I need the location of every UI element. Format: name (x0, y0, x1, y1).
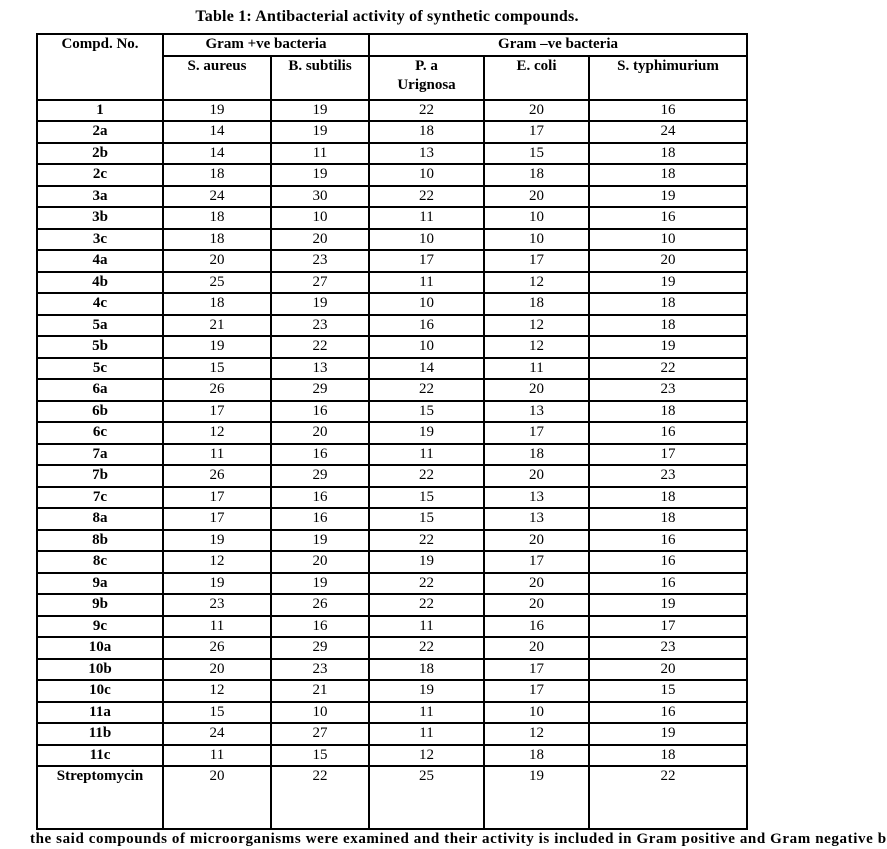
inhibition-value-cell: 21 (271, 680, 369, 702)
compound-id-cell: 4a (37, 250, 163, 272)
inhibition-value-cell: 11 (163, 444, 271, 466)
inhibition-value-cell: 16 (589, 100, 747, 122)
table-row (37, 100, 747, 122)
inhibition-value-cell: 18 (589, 143, 747, 165)
table-row (37, 508, 747, 530)
compound-id-cell: 6a (37, 379, 163, 401)
inhibition-value-cell: 20 (484, 186, 589, 208)
inhibition-value-cell: 22 (369, 379, 484, 401)
inhibition-value-cell: 17 (484, 250, 589, 272)
column-header-compound-no: Compd. No. (37, 34, 163, 100)
inhibition-value-cell: 20 (163, 250, 271, 272)
inhibition-value-cell: 12 (484, 272, 589, 294)
column-header-s-typhimurium: S. typhimurium (589, 56, 747, 100)
inhibition-value-cell: 19 (271, 530, 369, 552)
inhibition-value-cell: 13 (484, 487, 589, 509)
compound-id-cell: 10c (37, 680, 163, 702)
inhibition-value-cell: 11 (163, 745, 271, 767)
inhibition-value-cell: 18 (484, 745, 589, 767)
inhibition-value-cell: 18 (589, 401, 747, 423)
inhibition-value-cell: 19 (589, 723, 747, 745)
inhibition-value-cell: 12 (163, 551, 271, 573)
inhibition-value-cell: 19 (589, 272, 747, 294)
inhibition-value-cell: 10 (484, 229, 589, 251)
inhibition-value-cell: 23 (271, 250, 369, 272)
compound-id-cell: 6b (37, 401, 163, 423)
compound-id-cell: 4c (37, 293, 163, 315)
group-header-row (37, 34, 747, 56)
inhibition-value-cell: 16 (589, 551, 747, 573)
compound-id-cell: 3b (37, 207, 163, 229)
inhibition-value-cell: 23 (271, 659, 369, 681)
inhibition-value-cell: 12 (369, 745, 484, 767)
inhibition-value-cell: 10 (369, 293, 484, 315)
table-row (37, 465, 747, 487)
inhibition-value-cell: 18 (589, 315, 747, 337)
compound-id-cell: 10b (37, 659, 163, 681)
table-row (37, 422, 747, 444)
compound-id-cell: 5a (37, 315, 163, 337)
table-header (37, 34, 747, 100)
compound-id-cell: 6c (37, 422, 163, 444)
inhibition-value-cell: 17 (484, 551, 589, 573)
table-row (37, 358, 747, 380)
table-caption: Table 1: Antibacterial activity of synthetic compounds. (195, 8, 579, 25)
inhibition-value-cell: 11 (369, 702, 484, 724)
compound-id-cell: 8b (37, 530, 163, 552)
table-row (37, 379, 747, 401)
inhibition-value-cell: 11 (369, 444, 484, 466)
inhibition-value-cell: 26 (271, 594, 369, 616)
compound-id-cell: 1 (37, 100, 163, 122)
table-row (37, 186, 747, 208)
compound-id-cell: 7c (37, 487, 163, 509)
inhibition-value-cell: 16 (271, 401, 369, 423)
inhibition-value-cell: 16 (271, 487, 369, 509)
inhibition-value-cell: 22 (271, 766, 369, 829)
inhibition-value-cell: 15 (163, 358, 271, 380)
inhibition-value-cell: 10 (271, 207, 369, 229)
inhibition-value-cell: 30 (271, 186, 369, 208)
compound-id-cell: 2b (37, 143, 163, 165)
inhibition-value-cell: 10 (369, 229, 484, 251)
inhibition-value-cell: 24 (163, 723, 271, 745)
table-row (37, 336, 747, 358)
group-header-gram-positive: Gram +ve bacteria (163, 34, 369, 56)
inhibition-value-cell: 18 (163, 229, 271, 251)
table-row (37, 444, 747, 466)
table-row (37, 702, 747, 724)
inhibition-value-cell: 18 (589, 164, 747, 186)
inhibition-value-cell: 12 (484, 723, 589, 745)
inhibition-value-cell: 22 (369, 637, 484, 659)
inhibition-value-cell: 19 (484, 766, 589, 829)
inhibition-value-cell: 20 (484, 100, 589, 122)
column-header-b-subtilis: B. subtilis (271, 56, 369, 100)
inhibition-value-cell: 11 (369, 723, 484, 745)
inhibition-value-cell: 10 (484, 207, 589, 229)
inhibition-value-cell: 26 (163, 465, 271, 487)
table-row (37, 680, 747, 702)
column-header-s-aureus: S. aureus (163, 56, 271, 100)
inhibition-value-cell: 19 (271, 121, 369, 143)
table-row (37, 530, 747, 552)
table-row (37, 659, 747, 681)
inhibition-value-cell: 15 (484, 143, 589, 165)
inhibition-value-cell: 17 (484, 659, 589, 681)
inhibition-value-cell: 23 (163, 594, 271, 616)
inhibition-value-cell: 18 (484, 164, 589, 186)
inhibition-value-cell: 22 (271, 336, 369, 358)
table-row (37, 616, 747, 638)
inhibition-value-cell: 19 (369, 551, 484, 573)
inhibition-value-cell: 19 (163, 100, 271, 122)
compound-id-cell: 8c (37, 551, 163, 573)
table-row (37, 766, 747, 829)
column-header-p-a-urignosa: P. a Urignosa (369, 56, 484, 100)
inhibition-value-cell: 29 (271, 637, 369, 659)
inhibition-value-cell: 13 (484, 508, 589, 530)
inhibition-value-cell: 10 (484, 702, 589, 724)
inhibition-value-cell: 16 (589, 422, 747, 444)
inhibition-value-cell: 14 (163, 121, 271, 143)
compound-id-cell: Streptomycin (37, 766, 163, 829)
inhibition-value-cell: 20 (163, 659, 271, 681)
inhibition-value-cell: 16 (589, 702, 747, 724)
inhibition-value-cell: 15 (163, 702, 271, 724)
compound-id-cell: 2a (37, 121, 163, 143)
inhibition-value-cell: 19 (589, 594, 747, 616)
inhibition-value-cell: 18 (484, 293, 589, 315)
inhibition-value-cell: 17 (484, 422, 589, 444)
inhibition-value-cell: 19 (163, 573, 271, 595)
table-row (37, 250, 747, 272)
group-header-gram-negative: Gram –ve bacteria (369, 34, 747, 56)
compound-id-cell: 11b (37, 723, 163, 745)
inhibition-value-cell: 11 (369, 207, 484, 229)
inhibition-value-cell: 24 (163, 186, 271, 208)
inhibition-value-cell: 20 (484, 530, 589, 552)
inhibition-value-cell: 19 (589, 186, 747, 208)
inhibition-value-cell: 26 (163, 637, 271, 659)
inhibition-value-cell: 10 (369, 164, 484, 186)
inhibition-value-cell: 19 (271, 164, 369, 186)
inhibition-value-cell: 20 (484, 379, 589, 401)
inhibition-value-cell: 20 (484, 573, 589, 595)
inhibition-value-cell: 17 (589, 616, 747, 638)
compound-id-cell: 2c (37, 164, 163, 186)
inhibition-value-cell: 16 (271, 616, 369, 638)
inhibition-value-cell: 19 (163, 530, 271, 552)
compound-id-cell: 9b (37, 594, 163, 616)
inhibition-value-cell: 17 (589, 444, 747, 466)
inhibition-value-cell: 20 (484, 465, 589, 487)
inhibition-value-cell: 24 (589, 121, 747, 143)
inhibition-value-cell: 19 (589, 336, 747, 358)
inhibition-value-cell: 16 (484, 616, 589, 638)
inhibition-value-cell: 20 (484, 637, 589, 659)
inhibition-value-cell: 17 (163, 508, 271, 530)
table-body (37, 100, 747, 830)
inhibition-value-cell: 23 (589, 637, 747, 659)
inhibition-value-cell: 18 (163, 207, 271, 229)
clipped-bottom-text: the said compounds of microorganisms were examined and their activity is included in Gram positive and Gram negative b (30, 831, 887, 847)
inhibition-value-cell: 17 (163, 487, 271, 509)
inhibition-value-cell: 16 (589, 530, 747, 552)
inhibition-value-cell: 27 (271, 272, 369, 294)
table-row (37, 723, 747, 745)
inhibition-value-cell: 22 (589, 766, 747, 829)
inhibition-value-cell: 25 (369, 766, 484, 829)
compound-id-cell: 11a (37, 702, 163, 724)
table-row (37, 229, 747, 251)
inhibition-value-cell: 17 (163, 401, 271, 423)
inhibition-value-cell: 12 (163, 680, 271, 702)
table-row (37, 401, 747, 423)
compound-id-cell: 5b (37, 336, 163, 358)
table-row (37, 293, 747, 315)
inhibition-value-cell: 29 (271, 465, 369, 487)
inhibition-value-cell: 26 (163, 379, 271, 401)
table-row (37, 551, 747, 573)
compound-id-cell: 9c (37, 616, 163, 638)
inhibition-value-cell: 20 (271, 229, 369, 251)
inhibition-value-cell: 11 (163, 616, 271, 638)
inhibition-value-cell: 19 (271, 573, 369, 595)
inhibition-value-cell: 20 (163, 766, 271, 829)
column-header-e-coli: E. coli (484, 56, 589, 100)
compound-id-cell: 10a (37, 637, 163, 659)
inhibition-value-cell: 11 (369, 616, 484, 638)
inhibition-value-cell: 18 (589, 293, 747, 315)
inhibition-value-cell: 13 (369, 143, 484, 165)
inhibition-value-cell: 19 (163, 336, 271, 358)
inhibition-value-cell: 11 (369, 272, 484, 294)
inhibition-value-cell: 16 (369, 315, 484, 337)
inhibition-value-cell: 16 (271, 508, 369, 530)
inhibition-value-cell: 14 (163, 143, 271, 165)
inhibition-value-cell: 18 (589, 487, 747, 509)
inhibition-value-cell: 16 (589, 573, 747, 595)
table-row (37, 487, 747, 509)
inhibition-value-cell: 17 (484, 680, 589, 702)
inhibition-value-cell: 22 (369, 186, 484, 208)
inhibition-value-cell: 19 (369, 422, 484, 444)
inhibition-value-cell: 22 (369, 530, 484, 552)
table-row (37, 121, 747, 143)
inhibition-value-cell: 18 (589, 745, 747, 767)
inhibition-value-cell: 18 (163, 293, 271, 315)
inhibition-value-cell: 15 (369, 487, 484, 509)
table-row (37, 745, 747, 767)
compound-id-cell: 8a (37, 508, 163, 530)
inhibition-value-cell: 22 (369, 465, 484, 487)
inhibition-value-cell: 22 (589, 358, 747, 380)
inhibition-value-cell: 27 (271, 723, 369, 745)
inhibition-value-cell: 11 (271, 143, 369, 165)
inhibition-value-cell: 18 (163, 164, 271, 186)
inhibition-value-cell: 23 (271, 315, 369, 337)
compound-id-cell: 11c (37, 745, 163, 767)
inhibition-value-cell: 29 (271, 379, 369, 401)
inhibition-value-cell: 21 (163, 315, 271, 337)
table-row (37, 573, 747, 595)
inhibition-value-cell: 10 (589, 229, 747, 251)
compound-id-cell: 4b (37, 272, 163, 294)
inhibition-value-cell: 23 (589, 465, 747, 487)
inhibition-value-cell: 20 (484, 594, 589, 616)
inhibition-value-cell: 20 (271, 422, 369, 444)
table-row (37, 164, 747, 186)
inhibition-value-cell: 16 (589, 207, 747, 229)
inhibition-value-cell: 10 (271, 702, 369, 724)
table-row (37, 207, 747, 229)
inhibition-value-cell: 20 (589, 659, 747, 681)
compound-id-cell: 7a (37, 444, 163, 466)
inhibition-value-cell: 12 (163, 422, 271, 444)
compound-id-cell: 5c (37, 358, 163, 380)
inhibition-value-cell: 15 (369, 508, 484, 530)
table-row (37, 637, 747, 659)
inhibition-value-cell: 22 (369, 100, 484, 122)
table-row (37, 315, 747, 337)
inhibition-value-cell: 14 (369, 358, 484, 380)
compound-id-cell: 3a (37, 186, 163, 208)
inhibition-value-cell: 18 (484, 444, 589, 466)
inhibition-value-cell: 22 (369, 573, 484, 595)
inhibition-value-cell: 18 (589, 508, 747, 530)
inhibition-value-cell: 19 (369, 680, 484, 702)
inhibition-value-cell: 12 (484, 336, 589, 358)
inhibition-value-cell: 15 (589, 680, 747, 702)
inhibition-value-cell: 25 (163, 272, 271, 294)
inhibition-value-cell: 18 (369, 659, 484, 681)
inhibition-value-cell: 15 (271, 745, 369, 767)
inhibition-value-cell: 19 (271, 293, 369, 315)
inhibition-value-cell: 12 (484, 315, 589, 337)
inhibition-value-cell: 20 (589, 250, 747, 272)
inhibition-value-cell: 19 (271, 100, 369, 122)
inhibition-value-cell: 13 (484, 401, 589, 423)
inhibition-value-cell: 13 (271, 358, 369, 380)
inhibition-value-cell: 16 (271, 444, 369, 466)
table-row (37, 594, 747, 616)
table-row (37, 143, 747, 165)
compound-id-cell: 7b (37, 465, 163, 487)
inhibition-value-cell: 11 (484, 358, 589, 380)
compound-id-cell: 3c (37, 229, 163, 251)
inhibition-value-cell: 23 (589, 379, 747, 401)
inhibition-value-cell: 10 (369, 336, 484, 358)
inhibition-value-cell: 15 (369, 401, 484, 423)
inhibition-value-cell: 18 (369, 121, 484, 143)
compound-id-cell: 9a (37, 573, 163, 595)
inhibition-value-cell: 22 (369, 594, 484, 616)
inhibition-value-cell: 20 (271, 551, 369, 573)
inhibition-value-cell: 17 (484, 121, 589, 143)
inhibition-value-cell: 17 (369, 250, 484, 272)
antibacterial-activity-table (36, 33, 748, 830)
table-row (37, 272, 747, 294)
